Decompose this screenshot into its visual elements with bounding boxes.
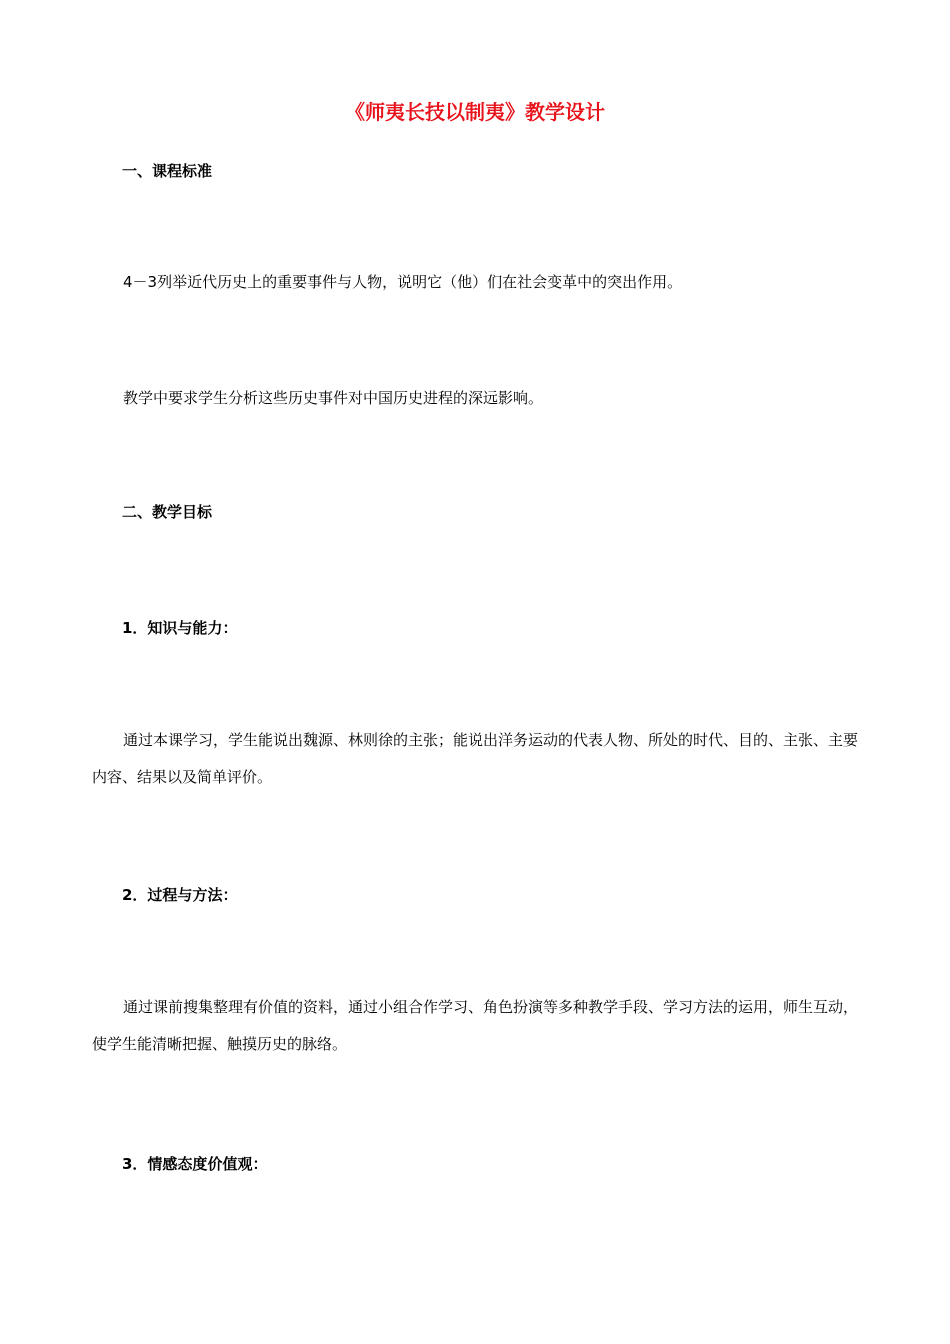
section-heading-teaching-objectives: 二、教学目标 xyxy=(122,503,213,521)
subheading-process-method: 2．过程与方法： xyxy=(122,886,238,904)
subheading-emotion-attitude-values: 3．情感态度价值观： xyxy=(122,1155,268,1173)
paragraph-knowledge-ability: 通过本课学习，学生能说出魏源、林则徐的主张；能说出洋务运动的代表人物、所处的时代、目的、主张、主要内容、结果以及简单评价。 xyxy=(92,731,859,786)
subheading-knowledge-ability: 1．知识与能力： xyxy=(122,619,238,637)
paragraph-teaching-requirement: 教学中要求学生分析这些历史事件对中国历史进程的深远影响。 xyxy=(123,389,544,407)
paragraph-standard-4-3: 4－3列举近代历史上的重要事件与人物，说明它（他）们在社会变革中的突出作用。 xyxy=(123,273,683,291)
document-title: 《师夷长技以制夷》教学设计 xyxy=(345,100,605,124)
section-heading-curriculum-standard: 一、课程标准 xyxy=(122,162,213,180)
paragraph-process-method: 通过课前搜集整理有价值的资料，通过小组合作学习、角色扮演等多种教学手段、学习方法的运用，师生互动，使学生能清晰把握、触摸历史的脉络。 xyxy=(92,998,859,1053)
